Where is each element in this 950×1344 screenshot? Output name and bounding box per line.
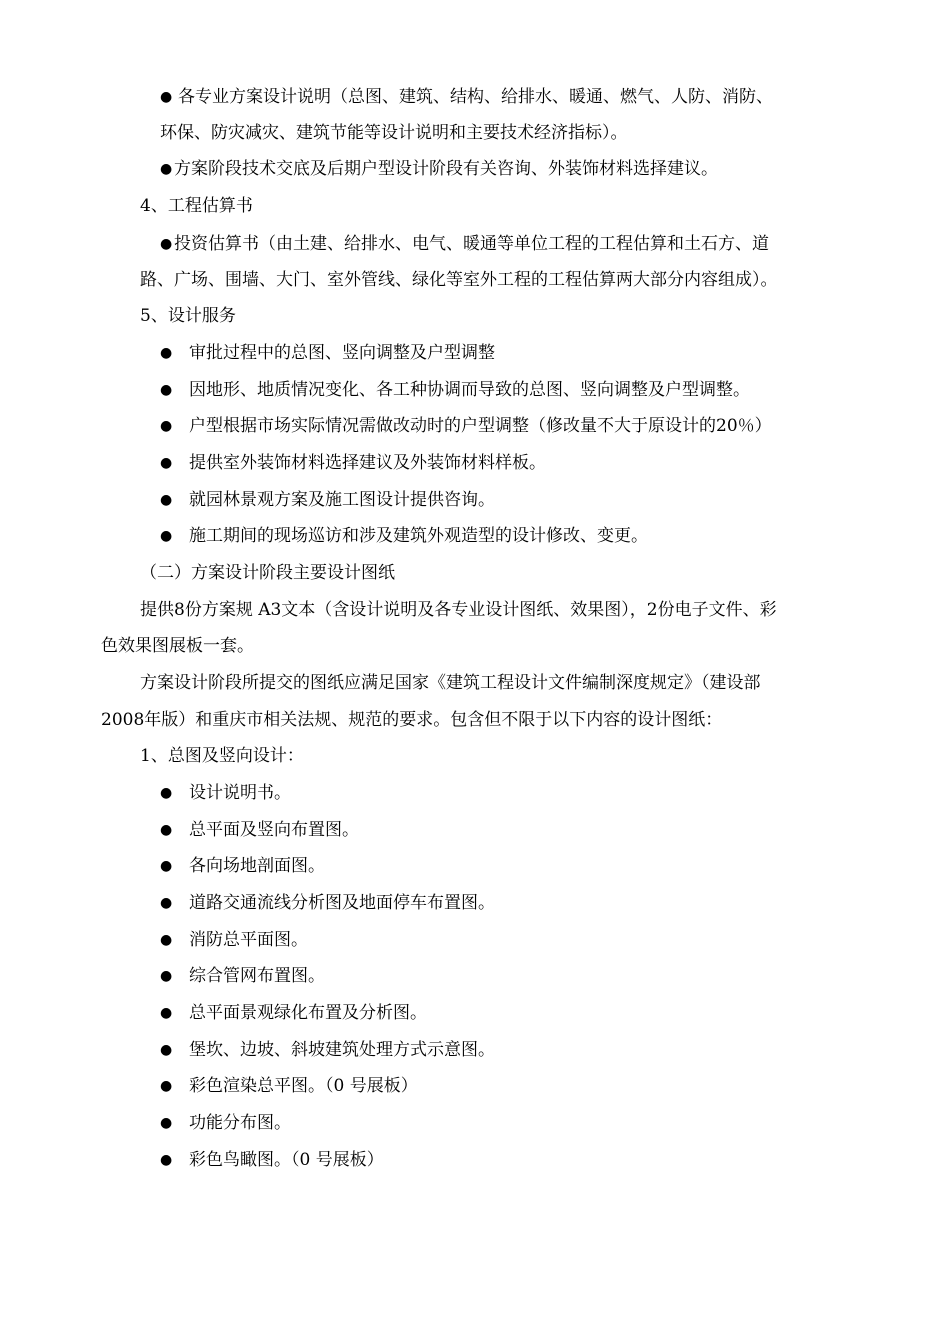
list-item: 就园林景观方案及施工图设计提供咨询。 xyxy=(189,490,495,510)
bullet-dot: ● xyxy=(160,1005,173,1021)
bullet-text-continuation: 环保、防灾减灾、建筑节能等设计说明和主要技术经济指标）。 xyxy=(160,123,628,143)
bullet-text: 方案阶段技术交底及后期户型设计阶段有关咨询、外装饰材料选择建议。 xyxy=(174,159,718,179)
list-item: 设计说明书。 xyxy=(189,783,291,803)
bullet-dot: ● xyxy=(160,418,173,434)
paragraph-line: 色效果图展板一套。 xyxy=(101,636,254,656)
list-item: 审批过程中的总图、竖向调整及户型调整 xyxy=(189,343,495,363)
bullet-dot: ● xyxy=(160,492,173,508)
sub-heading: 1、总图及竖向设计： xyxy=(140,746,304,766)
bullet-dot: ● xyxy=(160,236,173,252)
list-item: 消防总平面图。 xyxy=(189,930,308,950)
list-item: 功能分布图。 xyxy=(189,1113,291,1133)
bullet-text: 各专业方案设计说明（总图、建筑、结构、给排水、暖通、燃气、人防、消防、 xyxy=(178,87,773,107)
list-item: 道路交通流线分析图及地面停车布置图。 xyxy=(189,893,495,913)
bullet-dot: ● xyxy=(160,932,173,948)
list-item: 因地形、地质情况变化、各工种协调而导致的总图、竖向调整及户型调整。 xyxy=(189,380,750,400)
list-item: 综合管网布置图。 xyxy=(189,966,325,986)
bullet-dot: ● xyxy=(160,382,173,398)
bullet-dot: ● xyxy=(160,161,173,177)
bullet-dot: ● xyxy=(160,895,173,911)
bullet-dot: ● xyxy=(160,858,173,874)
section-heading: 4、工程估算书 xyxy=(140,196,253,216)
section-heading: 5、设计服务 xyxy=(140,306,236,326)
list-item: 提供室外装饰材料选择建议及外装饰材料样板。 xyxy=(189,453,546,473)
list-item: 施工期间的现场巡访和涉及建筑外观造型的设计修改、变更。 xyxy=(189,526,648,546)
bullet-dot: ● xyxy=(160,822,173,838)
list-item: 彩色渲染总平图。（0 号展板） xyxy=(189,1076,418,1096)
list-item: 总平面景观绿化布置及分析图。 xyxy=(189,1003,427,1023)
list-item: 户型根据市场实际情况需做改动时的户型调整（修改量不大于原设计的20％） xyxy=(189,416,772,436)
list-item: 堡坎、边坡、斜坡建筑处理方式示意图。 xyxy=(189,1040,495,1060)
bullet-dot: ● xyxy=(160,1042,173,1058)
bullet-dot: ● xyxy=(160,1115,173,1131)
paragraph-line: 提供8份方案规 A3文本（含设计说明及各专业设计图纸、效果图），2份电子文件、彩 xyxy=(140,600,777,620)
bullet-dot: ● xyxy=(160,89,173,105)
list-item: 各向场地剖面图。 xyxy=(189,856,325,876)
paragraph-line: 方案设计阶段所提交的图纸应满足国家《建筑工程设计文件编制深度规定》（建设部 xyxy=(140,673,761,693)
paragraph-line: 2008年版）和重庆市相关法规、规范的要求。包含但不限于以下内容的设计图纸： xyxy=(101,710,723,730)
bullet-dot: ● xyxy=(160,1152,173,1168)
bullet-text-continuation: 路、广场、围墙、大门、室外管线、绿化等室外工程的工程估算两大部分内容组成）。 xyxy=(140,270,778,290)
bullet-dot: ● xyxy=(160,1078,173,1094)
bullet-dot: ● xyxy=(160,455,173,471)
bullet-dot: ● xyxy=(160,968,173,984)
list-item: 彩色鸟瞰图。（0 号展板） xyxy=(189,1150,384,1170)
section-heading: （二）方案设计阶段主要设计图纸 xyxy=(140,563,395,583)
list-item: 总平面及竖向布置图。 xyxy=(189,820,359,840)
bullet-dot: ● xyxy=(160,785,173,801)
bullet-text: 投资估算书（由土建、给排水、电气、暖通等单位工程的工程估算和土石方、道 xyxy=(174,234,769,254)
bullet-dot: ● xyxy=(160,345,173,361)
bullet-dot: ● xyxy=(160,528,173,544)
